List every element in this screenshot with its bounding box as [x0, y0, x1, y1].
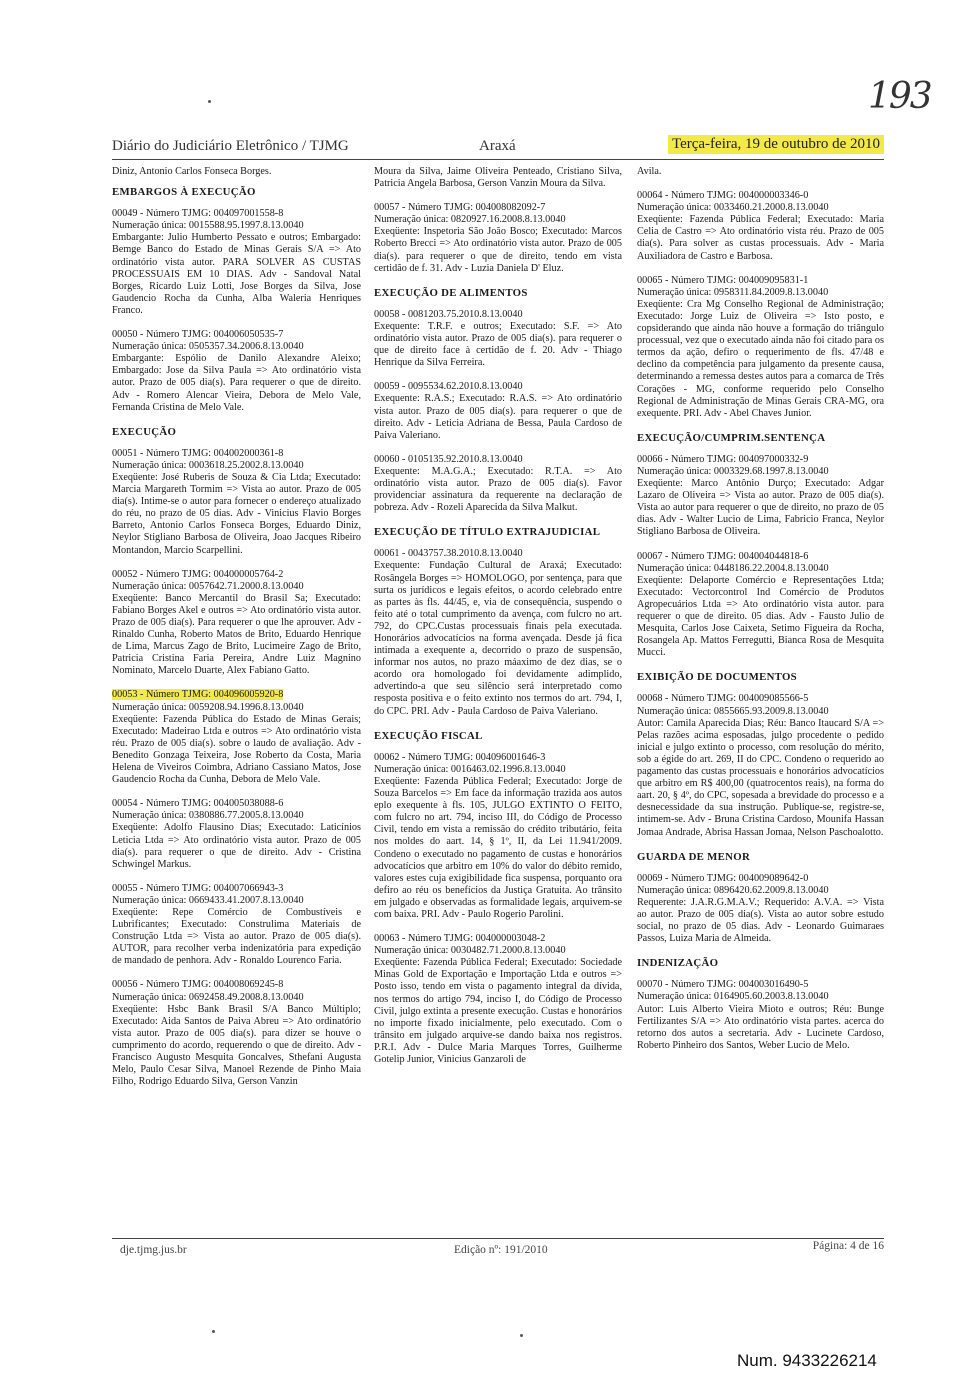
- case-text: Exeqüente: José Ruberis de Souza & Cia Ltda; Executado: Marcia Margareth Tormim => Vista ao autor. Prazo de 005 dia(s). Intime-se o autor para fornecer o endereço atualizado do réu, no prazo de 05 dias. Adv - Vinicius Flavio Borges Barreto, Antonio Carlos Fonseca Borges, Eduardo Diniz, Neylor Stigliano Barbosa de Oliveira, Joao Jacques Ribeiro Montandon, Marcio Scarpellini.: [112, 471, 361, 556]
- case-entry: [374, 454, 622, 514]
- case-entry: [637, 190, 884, 263]
- unique-number: Numeração única: 0059208.94.1996.8.13.0040: [112, 701, 304, 713]
- case-number: 00051 - Número TJMG: 004002000361-8: [112, 447, 284, 459]
- case-entry: [637, 551, 884, 660]
- case-entry: [374, 548, 622, 717]
- case-entry: [374, 381, 622, 441]
- section-heading: EXECUÇÃO DE TÍTULO EXTRAJUDICIAL: [374, 526, 601, 539]
- case-text: Exequente: M.A.G.A.; Executado: R.T.A. => Ato ordinatório vista autor. Prazo de 005 dia(s). Favor providenciar assinatura da requerente na declaração de pobreza. Adv - Rozeli Aparecida da Silva Malkut.: [374, 465, 622, 514]
- edition-number: Edição nº: 191/2010: [454, 1244, 548, 1256]
- case-number: 00068 - Número TJMG: 004009085566-5: [637, 693, 809, 705]
- case-entry: [374, 933, 622, 1066]
- case-number: 00069 - Número TJMG: 004009089642-0: [637, 872, 809, 884]
- unique-number: Numeração única: 0855665.93.2009.8.13.0040: [637, 705, 829, 717]
- site-url: dje.tjmg.jus.br: [120, 1244, 187, 1256]
- case-number: 00060 - 0105135.92.2010.8.13.0040: [374, 453, 523, 465]
- unique-number: Numeração única: 0057642.71.2000.8.13.0040: [112, 580, 304, 592]
- unique-number: Numeração única: 0958311.84.2009.8.13.0040: [637, 286, 829, 298]
- case-entry: [374, 202, 622, 275]
- case-text: Exeqüente: Cra Mg Conselho Regional de Administração; Executado: Jorge Luiz de Oliveira => Isto posto, e copsiderando que ainda não houve a formação do triângulo processual, vez que o executado ainda não foi citado para os termos da ação, defiro o requerimento de fls. 47/48 e declino da competência para julgamento da presente causa, determinando a remessa destes autos para a comarca de Três Corações - MG, conforme requerido pelo Conselho Regional de Administração de Minas Gerais CRA-MG, ora exequente. PRI. Adv - Abel Chaves Junior.: [637, 298, 884, 419]
- case-text: Exequente: T.R.F. e outros; Executado: S.F. => Ato ordinatório vista autor. Prazo de 005 dia(s). para requerer o que de direito face à certidão de f. 20. Adv - Thiago Henrique da Silva Ferreira.: [374, 320, 622, 369]
- unique-number: Numeração única: 0033460.21.2000.8.13.0040: [637, 202, 829, 214]
- case-number: 00049 - Número TJMG: 004097001558-8: [112, 208, 284, 220]
- unique-number: Numeração única: 0896420.62.2009.8.13.0040: [637, 884, 829, 896]
- case-entry: [112, 883, 361, 968]
- case-number: 00059 - 0095534.62.2010.8.13.0040: [374, 381, 523, 393]
- header-rule: [112, 159, 884, 160]
- continuation-text: Diniz, Antonio Carlos Fonseca Borges.: [112, 166, 272, 177]
- page-number: Página: 4 de 16: [812, 1240, 884, 1252]
- section-heading: EXECUÇÃO FISCAL: [374, 729, 483, 742]
- case-text: Exeqüente: Hsbc Bank Brasil S/A Banco Múltiplo; Executado: Aida Santos de Paiva Abreu => Ato ordinatório vista autor. Prazo de 005 dia(s). para dizer se houve o cumprimento do acordo, requerendo o que de direito. Adv - Francisco Augusto Mesquita Goncalves, Sthefani Augusta Melo, Paulo Cesar Silva, Manoel Rezende de Pinho Maia Filho, Rodrigo Eduardo Silva, Gerson Vanzin: [112, 1003, 361, 1088]
- journal-title: Diário do Judiciário Eletrônico / TJMG: [112, 138, 349, 154]
- scan-speck: [208, 100, 211, 103]
- case-entry: [374, 752, 622, 921]
- case-entry: [637, 873, 884, 946]
- case-number: 00055 - Número TJMG: 004007066943-3: [112, 882, 284, 894]
- case-entry: [112, 979, 361, 1088]
- footer-rule: [112, 1238, 884, 1239]
- case-number: 00064 - Número TJMG: 004000003346-0: [637, 190, 809, 202]
- case-number: 00066 - Número TJMG: 004097000332-9: [637, 453, 809, 465]
- column-3: [637, 166, 884, 1064]
- case-entry: [112, 208, 361, 317]
- unique-number: Numeração única: 0003618.25.2002.8.13.0040: [112, 459, 304, 471]
- case-text: Embargante: Julio Humberto Pessato e outros; Embargado: Bemge Banco do Estado de Minas Gerais S/A => Ato ordinatório vista autor. PARA SOLVER AS CUSTAS PROCESSUAIS EM 10 DIAS. Adv - Sandoval Natal Borges, Ricardo Luiz Lotti, Jose Borges da Silva, Jose Gaudencio Rocha da Cunha, Alba Waleria Henriques Franco.: [112, 232, 361, 316]
- case-text: Exeqüente: Delaporte Comércio e Representações Ltda; Executado: Vectorcontrol Ind Comércio de Produtos Agropecuários Ltda => Ato ordinatório vista autor. para requerer o que de direito. 05 dias. Adv - Fausto Julio de Mesquita, Carlos Jose Caixeta, Setimo Figueira da Rocha, Rosangela Ap. Mattos Ferregutti, Bianca Rosa de Mesquita Mucci.: [637, 574, 884, 659]
- case-number: 00052 - Número TJMG: 004000005764-2: [112, 568, 284, 580]
- unique-number: Numeração única: 0016463.02.1996.8.13.0040: [374, 763, 566, 775]
- continuation-text: Avila.: [637, 166, 662, 177]
- section-heading: EXECUÇÃO/CUMPRIM.SENTENÇA: [637, 431, 826, 444]
- case-entry: [637, 693, 884, 838]
- page-header: [112, 138, 884, 158]
- case-entry: [637, 454, 884, 539]
- publication-date: Terça-feira, 19 de outubro de 2010: [668, 135, 884, 154]
- unique-number: Numeração única: 0669433.41.2007.8.13.0040: [112, 894, 304, 906]
- case-text: Exequente: Fundação Cultural de Araxá; Executado: Rosângela Borges => HOMOLOGO, por sentença, para que surta os jurídicos e legais efeitos, o acordo celebrado entre as partes às fls. 44/45, e, via de consequência, suspendo o feito até o total cumprimento da avença, com fulcro no art. 792, do CPC.Custas processuais finais pela executada. Honorários advocatícios na forma avençada. Desde já fica intimada a exequente a, decorrido o prazo de suspensão, informar nos autos, no prazo máaximo de dez dias, se o acordo ora homologado foi devidamente adimplido, advertindo-a que seu silêncio será interpretado como resposta positiva e o feito extinto nos termos do art. 794, I, do CPC. PRI. Adv - Paula Cardoso de Paiva Valeriano.: [374, 560, 622, 717]
- unique-number: Numeração única: 0030482.71.2000.8.13.0040: [374, 945, 566, 957]
- section-heading: EXECUÇÃO DE ALIMENTOS: [374, 286, 528, 299]
- case-text: Exeqüente: Fazenda Pública do Estado de Minas Gerais; Executado: Madeirao Ltda e outros => Ato ordinatório vista réu. Prazo de 005 dia(s). sobre o laudo de avaliação. Adv - Benedito Gonzaga Teixeira, Jose Roberto da Costa, Maria Helena de Viveiros Coimbra, Adriano Cassiano Matos, Jose Gaudencio Rocha da Cunha, Debora de Melo Vale.: [112, 713, 361, 786]
- case-entry: [112, 569, 361, 678]
- case-text: Autor: Luis Alberto Vieira Mioto e outros; Réu: Bunge Fertilizantes S/A => Ato ordinatório vista partes. acerca do retorno dos autos a secretaria. Adv - Lucinete Cardoso, Roberto Pinheiro dos Santos, Weber Lucio de Melo.: [637, 1003, 884, 1051]
- case-text: Exeqüente: Fazenda Pública Federal; Executado: Maria Celia de Castro => Ato ordinatório vista réu. Prazo de 005 dia(s). Para solver as custas processuais. Adv - Maria Auxiliadora de Castro e Barbosa.: [637, 214, 884, 262]
- continuation-text: Moura da Silva, Jaime Oliveira Penteado, Cristiano Silva, Patricia Angela Barbosa, Gerson Vanzin Moura da Silva.: [374, 166, 622, 190]
- case-text: Exeqüente: Banco Mercantil do Brasil Sa; Executado: Fabiano Borges Akel e outros => Ato ordinatório vista autor. Prazo de 005 dia(s). Para requerer o que lhe aprouver. Adv - Rinaldo Cunha, Roberto Matos de Brito, Eduardo Henrique de Lima, Marcus Zago de Brito, Lucimeire Zago de Brito, Patricia Cristina Faria Pereira, Andre Luiz Magnino Nominato, Marcelo Duarte, Alex Fabiano Gatto.: [112, 592, 361, 677]
- section-heading: EMBARGOS À EXECUÇÃO: [112, 186, 256, 199]
- section-heading: EXECUÇÃO: [112, 425, 177, 438]
- case-entry: [112, 448, 361, 557]
- case-entry: [112, 329, 361, 414]
- section-heading: EXIBIÇÃO DE DOCUMENTOS: [637, 671, 797, 684]
- case-text: Exequente: R.A.S.; Executado: R.A.S. => Ato ordinatório vista autor. Prazo de 005 dia(s). para requerer o que de direito. Adv - Leticia Adriana de Bessa, Paula Cardoso de Paiva Valeriano.: [374, 393, 622, 441]
- case-number: 00063 - Número TJMG: 004000003048-2: [374, 933, 546, 945]
- handwritten-page-number: 193: [868, 76, 931, 117]
- case-text: Exeqüente: Repe Comércio de Combustíveis e Lubrificantes; Executado: Construlima Materiais de Construção Ltda => Vista ao autor. Prazo de 005 dia(s). AUTOR, para recolher verba indenizatória para expedição de mandado de penhora. Adv - Ronaldo Lourenco Faria.: [112, 906, 361, 967]
- unique-number: Numeração única: 0003329.68.1997.8.13.0040: [637, 465, 829, 477]
- case-text: Exeqüente: Fazenda Pública Federal; Executado: Sociedade Minas Gold de Exportação e Importação Ltda e outros => Posto isso, tendo em vista o pagamento integral da dívida, nos termos do artigo 794, inciso I, do Código de Processo Civil, julgo extinta a presente execução. Custas e honorários no importe fixado inicialmente, pelo executado. Com o trânsito em julgado arquive-se dando baixa nos registros. P.R.I. Adv - Dulce Maria Marques Torres, Guilherme Gotelip Junior, Vinicius Ganzaroli de: [374, 957, 622, 1065]
- case-entry: [112, 798, 361, 871]
- case-number: 00062 - Número TJMG: 004096001646-3: [374, 751, 546, 763]
- unique-number: Numeração única: 0380886.77.2005.8.13.0040: [112, 810, 304, 822]
- case-text: Requerente: J.A.R.G.M.A.V.; Requerido: A.V.A. => Vista ao autor. Prazo de 005 dia(s). Vista ao autor sobre estudo social, no prazo de 05 dias. Adv - Leonardo Guimaraes Passos, Luiza Maria de Almeida.: [637, 896, 884, 945]
- case-number: 00070 - Número TJMG: 004003016490-5: [637, 979, 809, 991]
- case-entry: [374, 309, 622, 369]
- section-heading: GUARDA DE MENOR: [637, 850, 751, 863]
- case-text: Exeqüente: Marco Antônio Durço; Executado: Adgar Lazaro de Oliveira => Vista ao autor. Prazo de 005 dia(s). Vista ao autor para requerer o que de direito, no prazo de 05 dias. Adv - Walter Lucio de Lima, Fabricio Franca, Neylor Stigliano Barbosa de Oliveira.: [637, 478, 884, 538]
- case-text: Autor: Camila Aparecida Dias; Réu: Banco Itaucard S/A => Pelas razões acima esposadas, julgo procedente o pedido inicial e julgo extinto o processo, com resolução do mérito, sob a égide do art. 269, II do CPC. Condeno o requerido ao pagamento das custas processuais e honorários advocatícios que arbitro em R$ 400,00 (quatrocentos reais), na forma do aart. 20, § 4º, do CPC, sopesada a brevidade do processo e a desnecessidade da sua instrução. Publique-se, registre-se, intimem-se. Adv - Bruna Cristina Cardoso, Mounifa Hassan Jomaa Andrade, Abrisa Hassan Jomaa, Nelson Paschoalotto.: [637, 717, 884, 838]
- highlighted-case-number: 00053 - Número TJMG: 004096005920-8: [112, 689, 284, 701]
- document-id-stamp: Num. 9433226214: [737, 1351, 877, 1370]
- unique-number: Numeração única: 0164905.60.2003.8.13.0040: [637, 991, 829, 1003]
- case-entry: [637, 979, 884, 1052]
- column-1: [112, 166, 361, 1100]
- scan-speck: [212, 1330, 215, 1333]
- case-number: 00054 - Número TJMG: 004005038088-6: [112, 798, 284, 810]
- case-text: Exeqüente: Fazenda Pública Federal; Executado: Jorge de Souza Barcelos => Em face da informação trazida aos autos eplo exequente à fls. 105, JULGO EXTINTO O FEITO, com fulcro no art. 794, inciso III, do Código de Processo Civil, tendo em vista a remissão do crédito tributário, feita nos moldes do aart. 14, § 1º, II, da Lei 11.941/2009. Condeno o executado no pagamento de custas e honorários advocatícios que arbitro em 10% do valor do débito remido, valores estes cuja exigibilidade fica suspensa, porquanto ora defiro ao réu os benefícios da Justiça Gratuita. Ao trânsito em julgado e observadas as formalidade legais, arquivem-se com baixa. PRI. Adv - Paulo Rogerio Parolini.: [374, 775, 622, 920]
- column-2: [374, 166, 622, 1078]
- comarca-name: Araxá: [479, 138, 516, 154]
- unique-number: Numeração única: 0448186.22.2004.8.13.0040: [637, 562, 829, 574]
- case-number: 00057 - Número TJMG: 004008082092-7: [374, 202, 546, 214]
- scan-speck: [520, 1334, 523, 1337]
- section-heading: INDENIZAÇÃO: [637, 957, 719, 970]
- unique-number: Numeração única: 0505357.34.2006.8.13.0040: [112, 341, 304, 353]
- case-number: 00065 - Número TJMG: 004009095831-1: [637, 274, 809, 286]
- case-number: 00050 - Número TJMG: 004006050535-7: [112, 329, 284, 341]
- case-number: 00061 - 0043757.38.2010.8.13.0040: [374, 548, 523, 560]
- case-text: Exeqüente: Adolfo Flausino Dias; Executado: Laticínios Leticia Ltda => Ato ordinatório vista autor. Prazo de 005 dia(s). para requerer o que de direito. Adv - Cristina Schwingel Markus.: [112, 822, 361, 870]
- case-entry-highlighted: [112, 689, 361, 786]
- unique-number: Numeração única: 0692458.49.2008.8.13.0040: [112, 991, 304, 1003]
- case-text: Exeqüente: Inspetoria São João Bosco; Executado: Marcos Roberto Brecci => Ato ordinatório vista autor. Prazo de 005 dia(s). para requerer o que de direito, tendo em vista certidão de f. 31. Adv - Luzia Daniela D' Eluz.: [374, 226, 622, 274]
- case-text: Embargante: Espólio de Danilo Alexandre Aleixo; Embargado: Jose da Silva Paula => Ato ordinatório vista autor. Prazo de 005 dia(s). Para requerer o que de direito. Adv - Romero Alencar Vieira, Debora de Melo Vale, Fernanda Cristina de Melo Vale.: [112, 353, 361, 413]
- case-number: 00067 - Número TJMG: 004004044818-6: [637, 550, 809, 562]
- case-number: 00056 - Número TJMG: 004008069245-8: [112, 979, 284, 991]
- case-entry: [637, 275, 884, 420]
- unique-number: Numeração única: 0820927.16.2008.8.13.0040: [374, 214, 566, 226]
- unique-number: Numeração única: 0015588.95.1997.8.13.0040: [112, 220, 304, 232]
- case-number: 00058 - 0081203.75.2010.8.13.0040: [374, 308, 523, 320]
